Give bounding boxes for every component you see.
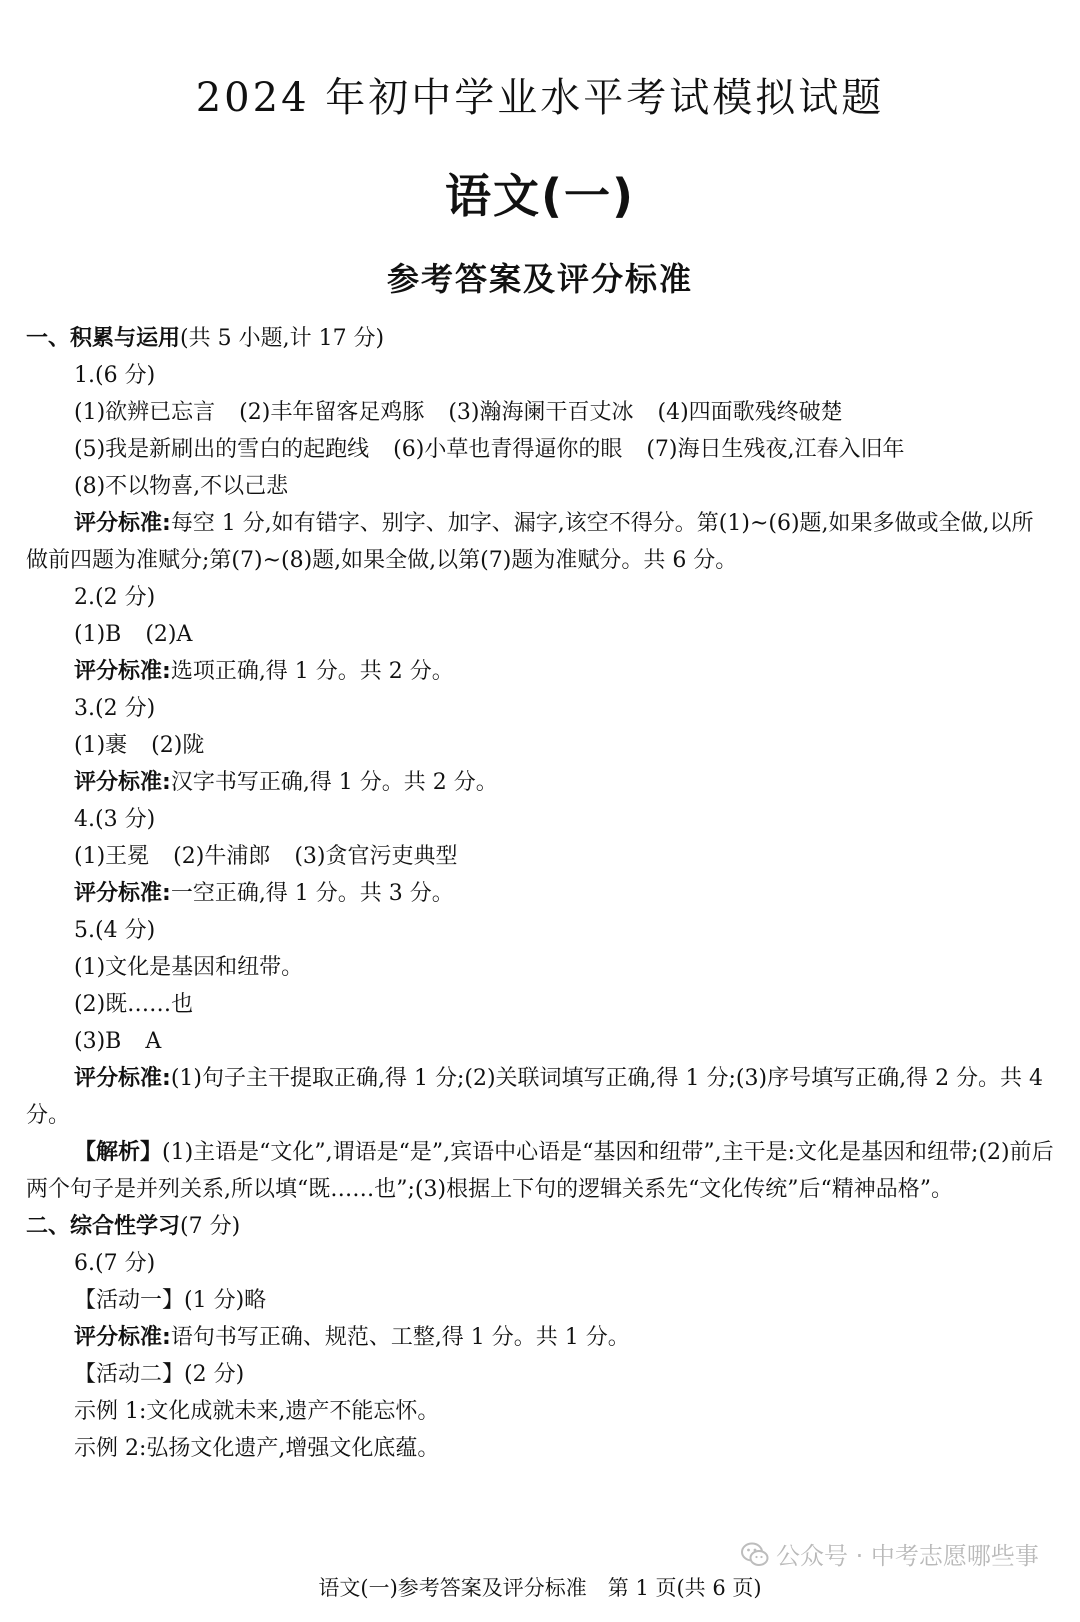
criteria-label: 评分标准: [74, 659, 171, 684]
criteria-text: (1)句子主干提取正确,得 1 分;(2)关联词填写正确,得 1 分;(3)序号填写正确,得 2 分。共 4 分。 [26, 1066, 1044, 1128]
q3-answers [26, 727, 1054, 764]
q1-answers-row-2 [26, 431, 1054, 468]
q5-answer-3 [26, 1023, 1054, 1060]
section-2-title: 二、综合性学习 [26, 1214, 181, 1239]
criteria-label: 评分标准: [74, 881, 171, 906]
q3-criteria [26, 764, 1054, 801]
q2-answers [26, 616, 1054, 653]
q5-answer-1: (1)文化是基因和纽带。 [74, 955, 304, 980]
section-1-heading [26, 320, 1054, 357]
answer-content [26, 320, 1054, 1467]
section-2-heading [26, 1208, 1054, 1245]
q5-label: 5.(4 分) [74, 918, 156, 943]
criteria-text: 选项正确,得 1 分。共 2 分。 [170, 659, 454, 684]
q2-answer: (1)B [74, 622, 122, 647]
q5-answer-3-left: (3)B [74, 1029, 122, 1054]
activity-1-text: (1 分)略 [184, 1288, 267, 1313]
q1-answers-row-1 [26, 394, 1054, 431]
q5-criteria [26, 1060, 1054, 1134]
activity-2-text: (2 分) [184, 1362, 245, 1387]
q4-answer: (3)贪官污吏典型 [294, 844, 458, 869]
document-title: 2024 年初中学业水平考试模拟试题 [195, 75, 885, 121]
q2-label: 2.(2 分) [74, 585, 156, 610]
watermark [740, 1536, 1039, 1571]
q1-answer: (3)瀚海阑干百丈冰 [448, 400, 634, 425]
criteria-label: 评分标准: [74, 511, 171, 536]
q4-answers [26, 838, 1054, 875]
page-footer: 语文(一)参考答案及评分标准 第 1 页(共 6 页) [318, 1576, 762, 1600]
wechat-icon [740, 1540, 770, 1570]
q4-answer: (1)王冕 [74, 844, 150, 869]
q3-label: 3.(2 分) [74, 696, 156, 721]
q1-answer: (2)丰年留客足鸡豚 [239, 400, 425, 425]
criteria-text: 每空 1 分,如有错字、别字、加字、漏字,该空不得分。第(1)~(6)题,如果多做或全做,以所做前四题为准赋分;第(7)~(8)题,如果全做,以第(7)题为准赋分。共 6 分。 [26, 511, 1034, 573]
activity-2-label: 【活动二】 [74, 1362, 185, 1387]
criteria-label: 评分标准: [74, 1066, 171, 1091]
q4-criteria [26, 875, 1054, 912]
criteria-text: 一空正确,得 1 分。共 3 分。 [170, 881, 454, 906]
q5-answer-3-right: A [145, 1029, 162, 1054]
criteria-label: 评分标准: [74, 1325, 171, 1350]
q4-answer: (2)牛浦郎 [173, 844, 271, 869]
criteria-label: 评分标准: [74, 770, 171, 795]
q6-activity-2 [26, 1356, 1054, 1393]
q2-answer: (2)A [145, 622, 193, 647]
watermark-text: 公众号 · 中考志愿哪些事 [776, 1542, 1039, 1570]
q1-answer: (4)四面歌残终破楚 [657, 400, 843, 425]
q6-example-2: 示例 2:弘扬文化遗产,增强文化底蕴。 [74, 1436, 440, 1461]
q3-answer: (1)裹 [74, 733, 128, 758]
q5-analysis [26, 1134, 1054, 1208]
q6-example-1: 示例 1:文化成就未来,遗产不能忘怀。 [74, 1399, 440, 1424]
q6-activity-1 [26, 1282, 1054, 1319]
q1-answers-row-3: (8)不以物喜,不以己悲 [74, 474, 289, 499]
section-1-title: 一、积累与运用 [26, 326, 181, 351]
section-2-note: (7 分) [180, 1214, 241, 1239]
analysis-text: (1)主语是“文化”,谓语是“是”,宾语中心语是“基因和纽带”,主干是:文化是基因和纽带;(2)前后两个句子是并列关系,所以填“既……也”;(3)根据上下句的逻辑关系先“文化传统”后“精神品格”。 [26, 1140, 1054, 1202]
q2-criteria [26, 653, 1054, 690]
criteria-text: 语句书写正确、规范、工整,得 1 分。共 1 分。 [170, 1325, 630, 1350]
q5-answer-2: (2)既……也 [74, 992, 194, 1017]
q1-answer: (7)海日生残夜,江春入旧年 [646, 437, 905, 462]
q6-label: 6.(7 分) [74, 1251, 156, 1276]
criteria-text: 汉字书写正确,得 1 分。共 2 分。 [170, 770, 498, 795]
q6-activity-1-criteria [26, 1319, 1054, 1356]
section-1-note: (共 5 小题,计 17 分) [180, 326, 385, 351]
q3-answer: (2)陇 [151, 733, 205, 758]
q1-criteria [26, 505, 1054, 579]
q1-answer: (5)我是新刷出的雪白的起跑线 [74, 437, 370, 462]
subject-heading: 语文(一) [444, 169, 636, 223]
analysis-label: 【解析】 [74, 1140, 163, 1165]
q4-label: 4.(3 分) [74, 807, 156, 832]
q1-answer: (6)小草也青得逼你的眼 [393, 437, 623, 462]
document-subtitle: 参考答案及评分标准 [386, 260, 693, 298]
q1-label: 1.(6 分) [74, 363, 156, 388]
q1-answer: (1)欲辨已忘言 [74, 400, 216, 425]
activity-1-label: 【活动一】 [74, 1288, 185, 1313]
